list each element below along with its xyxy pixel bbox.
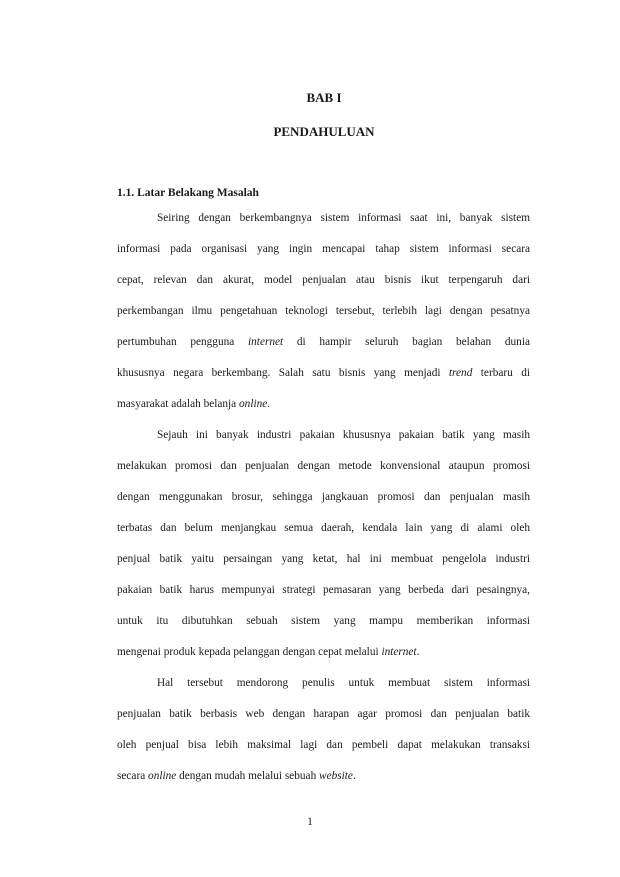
paragraph-line: informasi pada organisasi yang ingin mencapai tahap sistem informasi secara — [117, 243, 530, 255]
paragraph-line: cepat, relevan dan akurat, model penjualan atau bisnis ikut terpengaruh dari — [117, 274, 530, 286]
page-number: 1 — [307, 816, 313, 828]
paragraph-line: masyarakat adalah belanja online. — [117, 398, 271, 410]
paragraph-line: terbatas dan belum menjangkau semua daerah, kendala lain yang di alami oleh — [117, 522, 530, 534]
chapter-title: PENDAHULUAN — [273, 124, 375, 139]
paragraph-line: Sejauh ini banyak industri pakaian khususnya pakaian batik yang masih — [157, 429, 530, 441]
italic-term: trend — [448, 367, 473, 379]
section-heading: 1.1. Latar Belakang Masalah — [117, 187, 259, 199]
paragraph-line: pakaian batik harus mempunyai strategi pemasaran yang berbeda dari pesaingnya, — [117, 584, 530, 596]
paragraph-line: Hal tersebut mendorong penulis untuk membuat sistem informasi — [157, 677, 530, 689]
paragraph-line: secara online dengan mudah melalui sebuah website. — [117, 770, 356, 782]
italic-term: online — [239, 398, 268, 410]
paragraph-line: oleh penjual bisa lebih maksimal lagi dan pembeli dapat melakukan transaksi — [117, 739, 530, 751]
italic-term: internet — [248, 336, 284, 348]
paragraph-line: penjualan batik berbasis web dengan harapan agar promosi dan penjualan batik — [117, 708, 530, 720]
paragraph-line: mengenai produk kepada pelanggan dengan cepat melalui internet. — [117, 646, 420, 658]
paragraph-line: penjual batik yaitu persaingan yang ketat, hal ini membuat pengelola industri — [117, 553, 530, 565]
paragraph-line: dengan menggunakan brosur, sehingga jangkauan promosi dan penjualan masih — [117, 491, 530, 503]
paragraph-line: Seiring dengan berkembangnya sistem informasi saat ini, banyak sistem — [157, 212, 530, 224]
paragraph-line: khususnya negara berkembang. Salah satu bisnis yang menjadi trend terbaru di — [117, 367, 530, 379]
italic-term: website — [319, 770, 353, 782]
italic-term: online — [148, 770, 177, 782]
paragraph-line: untuk itu dibutuhkan sebuah sistem yang mampu memberikan informasi — [117, 615, 530, 627]
paragraph-line: melakukan promosi dan penjualan dengan metode konvensional ataupun promosi — [117, 460, 530, 472]
chapter-number: BAB I — [306, 90, 342, 105]
italic-term: internet — [381, 646, 417, 658]
paragraph-line: pertumbuhan pengguna internet di hampir seluruh bagian belahan dunia — [117, 336, 530, 348]
paragraph-line: perkembangan ilmu pengetahuan teknologi tersebut, terlebih lagi dengan pesatnya — [117, 305, 530, 317]
